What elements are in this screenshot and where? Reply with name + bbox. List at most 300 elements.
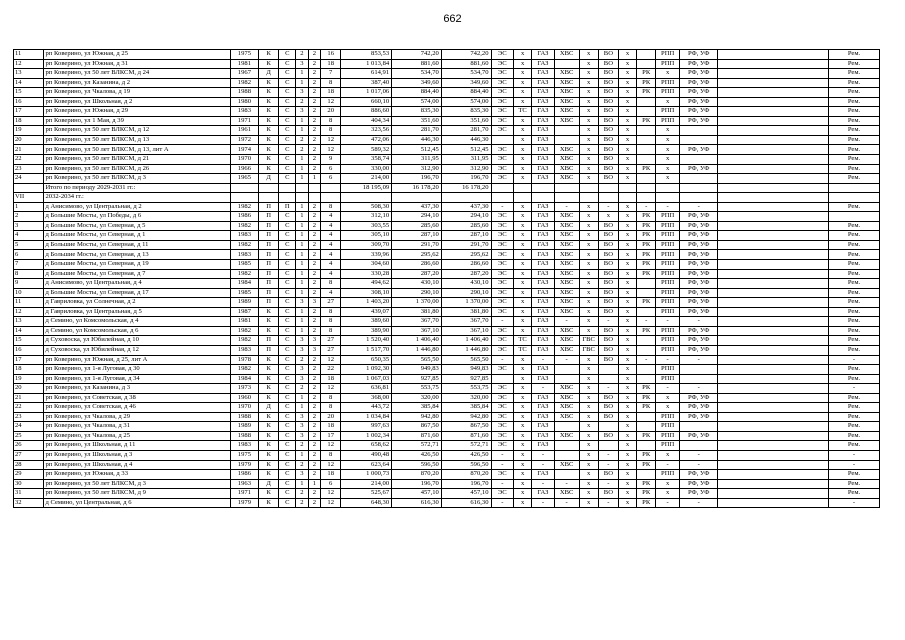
table-cell [279,183,296,193]
table-cell: 437,30 [392,202,442,212]
table-cell: 446,30 [441,135,491,145]
table-cell: К [259,470,279,480]
table-cell: 2 [308,269,320,279]
table-cell [598,422,618,432]
table-cell: х [619,288,637,298]
table-cell [637,307,656,317]
table-cell: РПП [656,221,680,231]
table-cell: 21 [14,393,44,403]
table-cell: РФ, УФ [680,393,718,403]
table-cell: ГАЗ [532,78,555,88]
table-cell: С [279,479,296,489]
table-cell: ХВС [554,69,579,79]
table-cell [718,240,829,250]
table-cell: х [579,489,598,499]
table-cell: х [579,460,598,470]
table-cell: 11 [14,298,44,308]
table-cell [619,183,637,193]
table-row [14,59,880,69]
table-cell: х [579,116,598,126]
address-cell: рп Коверино, ул 50 лет ВЛКСМ, д 12 [44,126,230,136]
table-cell: ЭС [491,403,514,413]
table-cell [718,193,829,203]
table-row [14,336,880,346]
table-cell: ВО [598,298,618,308]
table-cell [554,450,579,460]
table-cell: 367,10 [392,326,442,336]
table-cell: ХВС [554,307,579,317]
table-cell: 439,07 [341,307,392,317]
table-cell: ВО [598,336,618,346]
table-cell: 196,70 [441,479,491,489]
table-cell: РФ, УФ [680,326,718,336]
table-cell: 1 [296,288,308,298]
table-cell: РФ, УФ [680,69,718,79]
table-cell: 927,85 [441,374,491,384]
table-cell: ЭС [491,88,514,98]
address-cell: д Большие Мосты, ул Северная, д 19 [44,260,230,270]
table-cell: 18 [321,470,341,480]
table-cell: ЭС [491,164,514,174]
table-cell: Рем. [829,393,880,403]
table-cell: 214,00 [341,174,392,184]
table-cell: С [279,107,296,117]
table-cell: РК [637,250,656,260]
table-cell: К [259,145,279,155]
table-cell: 339,96 [341,250,392,260]
table-cell: ВО [598,345,618,355]
table-cell: ВО [598,50,618,60]
table-cell: 349,60 [441,78,491,88]
table-cell: - [680,202,718,212]
table-cell: 2 [296,135,308,145]
table-cell [718,412,829,422]
table-cell: х [514,412,532,422]
table-cell: ЭС [491,345,514,355]
table-cell: 2 [296,97,308,107]
table-cell: 27 [14,450,44,460]
table-cell: С [279,412,296,422]
table-cell: х [579,212,598,222]
table-cell: ЭС [491,116,514,126]
table-cell: 9 [14,279,44,289]
table-cell: 1 [296,116,308,126]
table-row [14,231,880,241]
table-cell [718,50,829,60]
table-cell: х [514,365,532,375]
table-cell: х [514,384,532,394]
table-cell: К [259,155,279,165]
table-cell: 31 [14,489,44,499]
table-cell [718,135,829,145]
table-cell: 20 [14,384,44,394]
table-cell: С [279,116,296,126]
table-cell: С [279,307,296,317]
table-cell: 2 [296,50,308,60]
table-cell [598,374,618,384]
table-cell: ГАЗ [532,250,555,260]
table-cell: х [619,365,637,375]
table-cell: РПП [656,116,680,126]
table-cell: - [829,498,880,508]
table-cell: ХВС [554,107,579,117]
table-cell [656,183,680,193]
table-cell: ЭС [491,50,514,60]
table-cell: 1 [296,260,308,270]
table-cell: х [579,384,598,394]
table-cell: ЭС [491,221,514,231]
table-cell: П [259,336,279,346]
table-cell: РК [637,69,656,79]
table-row [14,288,880,298]
table-cell: х [514,422,532,432]
table-cell: 1985 [230,288,258,298]
table-cell [532,183,555,193]
table-cell [341,193,392,203]
table-cell: 1982 [230,202,258,212]
table-cell: Рем. [829,489,880,499]
table-cell: ХВС [554,384,579,394]
table-cell: РФ, УФ [680,298,718,308]
table-cell: 658,62 [341,441,392,451]
table-cell: 3 [296,412,308,422]
table-cell: Рем. [829,431,880,441]
table-cell [637,50,656,60]
table-cell: С [279,240,296,250]
table-cell [718,107,829,117]
table-cell: С [279,155,296,165]
table-cell: 16 [14,97,44,107]
table-cell: - [491,355,514,365]
table-cell: х [619,88,637,98]
table-cell: х [579,260,598,270]
table-cell [718,288,829,298]
table-cell: Рем. [829,107,880,117]
table-cell: 553,75 [441,384,491,394]
table-cell [637,193,656,203]
table-cell: х [579,155,598,165]
table-cell: РК [637,240,656,250]
table-cell [598,193,618,203]
table-cell: х [656,97,680,107]
table-cell: ВО [598,240,618,250]
table-cell: ХВС [554,279,579,289]
table-cell [514,193,532,203]
table-cell: Рем. [829,88,880,98]
table-cell: 7 [321,69,341,79]
table-cell: ЭС [491,326,514,336]
address-cell: рп Коверино, ул 1-я Луговая, д 34 [44,374,230,384]
table-cell: 20 [321,107,341,117]
table-cell: С [279,50,296,60]
table-cell: 2 [308,97,320,107]
table-row [14,212,880,222]
table-cell: ГАЗ [532,155,555,165]
table-cell: РФ, УФ [680,307,718,317]
table-cell: РФ, УФ [680,145,718,155]
table-cell: 870,20 [392,470,442,480]
table-cell: 1978 [230,355,258,365]
table-cell: ГАЗ [532,441,555,451]
table-cell: Рем. [829,279,880,289]
table-cell [598,441,618,451]
table-cell: ГАЗ [532,307,555,317]
table-cell: К [259,50,279,60]
table-cell: 309,70 [341,240,392,250]
table-cell: 3 [308,298,320,308]
table-cell [718,403,829,413]
table-cell: С [279,97,296,107]
table-row [14,298,880,308]
table-cell: РПП [656,250,680,260]
table-cell: Рем. [829,221,880,231]
table-cell [718,174,829,184]
table-cell: х [514,221,532,231]
table-cell: 12 [321,498,341,508]
table-cell: ГАЗ [532,202,555,212]
table-cell [718,250,829,260]
table-cell: 4 [321,212,341,222]
table-cell: РПП [656,345,680,355]
table-cell: 27 [321,345,341,355]
table-cell: 2 [308,50,320,60]
table-cell [680,193,718,203]
table-cell: - [656,317,680,327]
table-cell: РПП [656,307,680,317]
table-cell: 2 [308,116,320,126]
address-cell: рп Коверино, ул 50 лет ВЛКСМ, д 24 [44,69,230,79]
table-cell: Рем. [829,441,880,451]
table-cell: 2 [308,384,320,394]
table-cell: 886,60 [341,107,392,117]
table-cell: х [619,498,637,508]
table-cell: 2 [308,355,320,365]
table-cell: 295,62 [441,250,491,260]
table-cell [829,212,880,222]
table-cell: х [579,107,598,117]
table-cell: 285,60 [392,221,442,231]
table-cell: Рем. [829,116,880,126]
table-cell: х [514,116,532,126]
table-cell [718,489,829,499]
table-row [14,498,880,508]
table-cell: К [259,393,279,403]
table-cell: 1989 [230,422,258,432]
table-cell: ЭС [491,212,514,222]
table-cell: х [619,479,637,489]
table-cell: ЭС [491,307,514,317]
table-cell: С [279,250,296,260]
table-cell: 525,67 [341,489,392,499]
table-cell: 1979 [230,460,258,470]
table-cell: 287,20 [441,269,491,279]
table-cell: 1971 [230,116,258,126]
table-cell: К [259,59,279,69]
table-cell: 18 195,09 [341,183,392,193]
table-cell: Рем. [829,135,880,145]
table-cell: - [637,317,656,327]
table-cell: Рем. [829,403,880,413]
table-cell: С [279,88,296,98]
table-cell: ХВС [554,288,579,298]
table-cell: ХВС [554,326,579,336]
table-cell: ВО [598,174,618,184]
table-cell: х [579,221,598,231]
table-cell [718,155,829,165]
table-row [14,50,880,60]
table-cell: 4 [321,221,341,231]
table-cell: - [532,460,555,470]
table-cell: 2 [308,374,320,384]
table-cell: 304,60 [341,260,392,270]
table-cell: РПП [656,240,680,250]
table-cell: Рем. [829,50,880,60]
table-cell: 636,81 [341,384,392,394]
table-cell: 295,62 [392,250,442,260]
table-cell: 18 [14,116,44,126]
table-cell: 871,60 [392,431,442,441]
table-row [14,441,880,451]
table-row [14,78,880,88]
table-cell: 26 [14,441,44,451]
table-cell: 308,10 [341,288,392,298]
table-cell: 1 [296,479,308,489]
table-cell: х [579,174,598,184]
table-cell: Рем. [829,298,880,308]
table-cell: х [514,97,532,107]
table-cell: ЭС [491,470,514,480]
table-cell: РФ, УФ [680,107,718,117]
address-cell: рп Коверино, ул 50 лет ВЛКСМ, д 13 [44,135,230,145]
table-cell: 835,30 [441,107,491,117]
table-cell: 2 [308,155,320,165]
table-cell: - [829,355,880,365]
table-cell: х [579,470,598,480]
table-cell: 16 178,20 [441,183,491,193]
table-cell: х [514,279,532,289]
table-cell: 8 [321,116,341,126]
table-cell: С [279,431,296,441]
table-cell: 1 [296,69,308,79]
table-cell: РПП [656,78,680,88]
table-cell: К [259,317,279,327]
table-cell: х [656,403,680,413]
table-cell: х [579,164,598,174]
table-cell [718,393,829,403]
table-row [14,345,880,355]
table-cell [718,183,829,193]
table-cell: РК [637,326,656,336]
table-cell: 12 [321,489,341,499]
table-row [14,193,880,203]
table-cell: 8 [321,393,341,403]
table-cell: 13 [14,317,44,327]
table-cell: 1 [14,202,44,212]
table-cell: РФ, УФ [680,260,718,270]
table-cell: 1 [296,174,308,184]
table-cell: РК [637,298,656,308]
table-row [14,174,880,184]
table-cell: РФ, УФ [680,403,718,413]
table-cell: С [279,126,296,136]
table-cell: 311,95 [441,155,491,165]
table-cell: ВО [598,164,618,174]
table-cell: ВО [598,307,618,317]
table-cell: 8 [321,450,341,460]
table-cell: 286,60 [441,260,491,270]
table-cell: 14 [14,326,44,336]
table-cell: 330,00 [341,164,392,174]
table-cell: 1 [296,221,308,231]
table-cell: К [259,422,279,432]
table-cell: ГАЗ [532,69,555,79]
table-cell: 1983 [230,250,258,260]
table-cell: 1 446,80 [392,345,442,355]
table-cell: К [259,78,279,88]
table-cell: х [514,126,532,136]
table-row [14,126,880,136]
table-cell: 12 [321,97,341,107]
table-cell: ВО [598,288,618,298]
table-cell: - [491,460,514,470]
table-cell: - [637,355,656,365]
table-cell: К [259,355,279,365]
table-cell: х [514,317,532,327]
table-cell: К [259,116,279,126]
table-cell: 8 [321,126,341,136]
table-cell [637,107,656,117]
table-cell: - [532,479,555,489]
table-cell: х [619,422,637,432]
table-row [14,374,880,384]
table-cell: 196,70 [392,174,442,184]
table-cell [718,345,829,355]
table-cell: РК [637,450,656,460]
table-cell [259,193,279,203]
table-cell: Рем. [829,307,880,317]
table-cell: х [619,355,637,365]
table-cell: С [279,317,296,327]
table-cell: 1970 [230,155,258,165]
table-cell: х [619,307,637,317]
table-cell: РК [637,460,656,470]
table-cell [491,183,514,193]
table-cell: ГАЗ [532,97,555,107]
table-cell: ГАЗ [532,326,555,336]
address-cell: рп Коверино, ул 50 лет ВЛКСМ, д 3 [44,174,230,184]
table-cell: - [680,384,718,394]
table-cell: К [259,412,279,422]
table-cell [637,422,656,432]
table-cell [598,183,618,193]
table-cell: 1 000,73 [341,470,392,480]
table-cell: С [279,288,296,298]
table-cell: 11 [14,50,44,60]
table-cell [718,116,829,126]
table-cell [680,183,718,193]
table-cell [230,193,258,203]
table-cell: 12 [321,460,341,470]
address-cell: д Семино, ул Центральная, д 6 [44,498,230,508]
table-cell: 3 [296,374,308,384]
table-cell: - [532,498,555,508]
table-cell: 18 [14,365,44,375]
table-cell [718,298,829,308]
table-cell [718,384,829,394]
table-cell: ЭС [491,384,514,394]
address-cell: рп Коверино, ул Советская, д 38 [44,393,230,403]
table-cell: ВО [598,126,618,136]
